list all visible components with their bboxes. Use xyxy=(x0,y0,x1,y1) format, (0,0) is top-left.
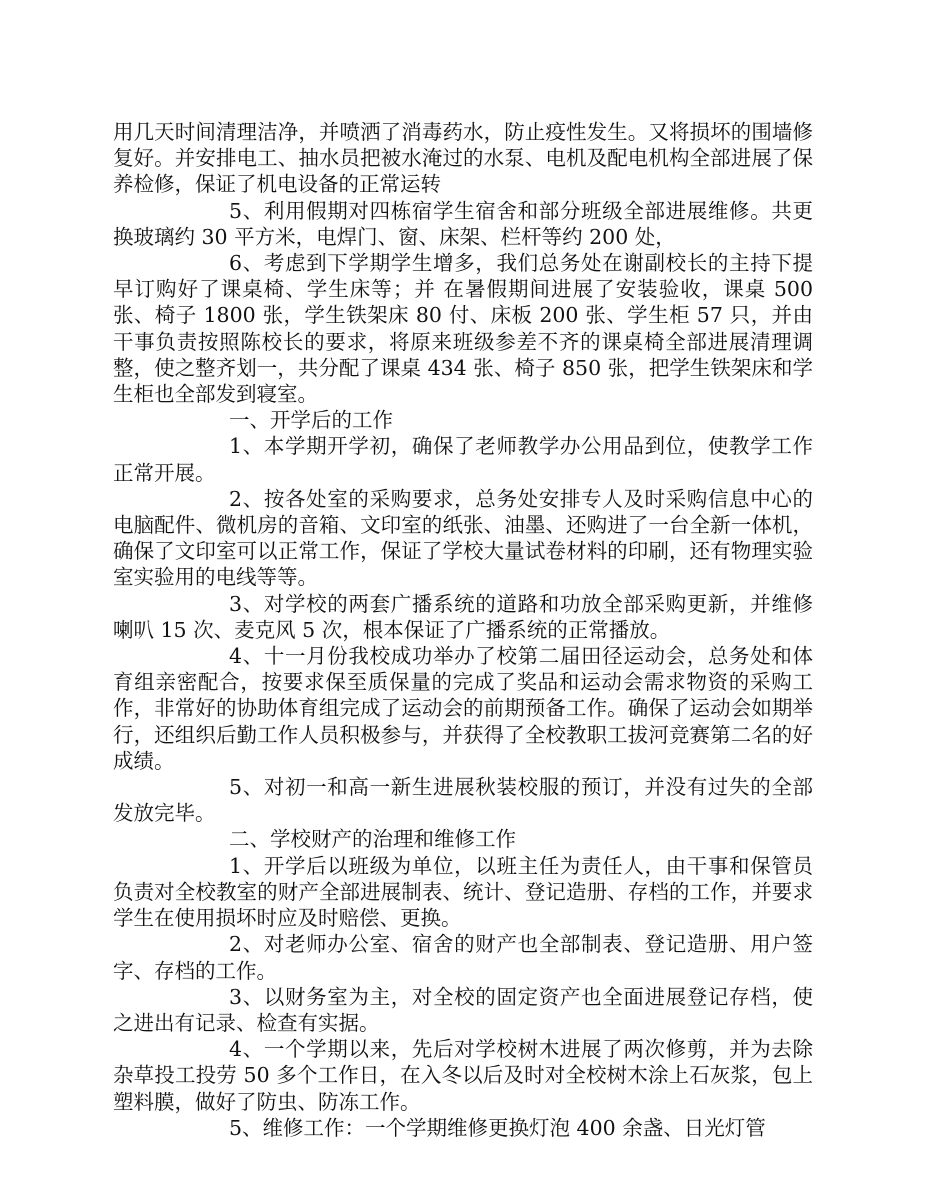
paragraph: 4、一个学期以来，先后对学校树木进展了两次修剪，并为去除杂草投工投劳 50 多个工作日，在入冬以后及时对全校树木涂上石灰浆，包上塑料膜，做好了防虫、防冻工作。 xyxy=(113,1037,813,1114)
paragraph: 3、以财务室为主，对全校的固定资产也全面进展登记存档，使之进出有记录、检查有实据。 xyxy=(113,984,813,1035)
paragraph: 2、对老师办公室、宿舍的财产也全部制表、登记造册、用户签字、存档的工作。 xyxy=(113,932,813,983)
paragraph: 1、开学后以班级为单位，以班主任为责任人，由干事和保管员负责对全校教室的财产全部进展制表、统计、登记造册、存档的工作，并要求学生在使用损坏时应及时赔偿、更换。 xyxy=(113,853,813,931)
paragraph: 4、十一月份我校成功举办了校第二届田径运动会，总务处和体育组亲密配合，按要求保至质保量的完成了奖品和运动会需求物资的采购工作，非常好的协助体育组完成了运动会的前期预备工作。确保了运动会如期举行，还组织后勤工作人员积极参与，并获得了全校教职工拔河竞赛第二名的好成绩。 xyxy=(113,644,813,773)
paragraph: 用几天时间清理洁净，并喷洒了消毒药水，防止疫性发生。又将损坏的围墙修复好。并安排电工、抽水员把被水淹过的水泵、电机及配电机构全部进展了保养检修，保证了机电设备的正常运转 xyxy=(113,120,813,197)
paragraph: 6、考虑到下学期学生增多，我们总务处在谢副校长的主持下提早订购好了课桌椅、学生床等；并 在暑假期间进展了安装验收，课桌 500 张、椅子 1800 张，学生铁架床 80 付、床板 200 张、学生柜 57 只，并由干事负责按照陈校长的要求，将原来班级参差不齐的课桌椅全部进展清理调整，使之整齐划一，共分配了课桌 434 张、椅子 850 张，把学生铁架床和学生柜也全部发到寝室。 xyxy=(113,251,813,407)
paragraph: 5、利用假期对四栋宿学生宿舍和部分班级全部进展维修。共更换玻璃约 30 平方米，电焊门、窗、床架、栏杆等约 200 处， xyxy=(113,198,813,249)
document-body xyxy=(113,119,813,1141)
paragraph: 2、按各处室的采购要求，总务处安排专人及时采购信息中心的电脑配件、微机房的音箱、文印室的纸张、油墨、还购进了一台全新一体机，确保了文印室可以正常工作，保证了学校大量试卷材料的印刷，还有物理实验室实验用的电线等等。 xyxy=(113,486,813,590)
paragraph: 1、本学期开学初，确保了老师教学办公用品到位，使教学工作正常开展。 xyxy=(113,434,813,485)
paragraph: 5、维修工作：一个学期维修更换灯泡 400 余盏、日光灯管 xyxy=(229,1115,766,1140)
paragraph: 5、对初一和高一新生进展秋装校服的预订，并没有过失的全部发放完毕。 xyxy=(113,775,813,826)
paragraph: 一、开学后的工作 xyxy=(229,408,393,433)
paragraph: 3、对学校的两套广播系统的道路和功放全部采购更新，并维修喇叭 15 次、麦克风 5 次，根本保证了广播系统的正常播放。 xyxy=(113,591,813,642)
paragraph: 二、学校财产的治理和维修工作 xyxy=(229,827,516,852)
